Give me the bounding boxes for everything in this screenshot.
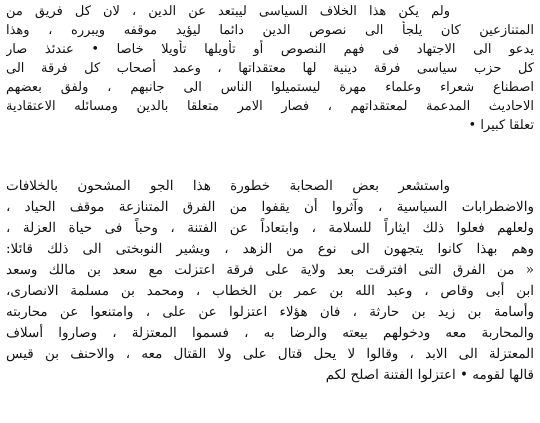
text-line: ولعلهم فعلوا ذلك ايثاراً للسلامة ، وابتعاداً عن الفتنة ، وحباً فى حياة العزلة ، (6, 220, 534, 236)
text-line: ولم يكن هذا الخلاف السياسى ليبتعد عن الدين ، لان كل فريق من (6, 4, 450, 19)
text-line: كل حزب سياسى فرقة دينية لها معتقداتها ، وعمد أصحاب كل فرقة الى (6, 61, 534, 76)
text-line: الاحاديث المدعمة لمعتقداتهم ، فصار الامر متعلقا بالدين ومسائله الاعتقادية (6, 99, 534, 114)
text-line: واستشعر بعض الصحابة خطورة هذا الجو المشحون بالخلافات (6, 178, 450, 194)
text-line: قالها لقومه • اعتزلوا الفتنة اصلح لكم (325, 367, 534, 383)
text-line: يدعو الى الاجتهاد فى فهم النصوص أو تأويلها تأويلا خاصا • عندئذ صار (6, 42, 534, 57)
text-line: اصطناع شعراء وعلماء مهرة ليستميلوا الناس الى جانبهم ، ولفق بعضهم (6, 80, 534, 95)
text-line: وأسامة بن زيد بن حارثة ، فان هؤلاء اعتزلوا عن على ، وامتنعوا عن محاربته (6, 304, 534, 320)
text-line: ابن أبى وقاص ، وعبد الله بن عمر بن الخطاب ، ومحمد بن مسلمة الانصارى، (6, 283, 534, 299)
text-line: المتنازعين كان يلجأ الى نصوص الدين دائما ليؤيد موقفه ويبرره ، وهذا (6, 23, 534, 38)
text-line: « من الفرق التى افترقت بعد ولاية على فرقة اعتزلت مع سعد بن مالك وسعد (6, 262, 534, 278)
paragraph-companions-neutrality (6, 176, 534, 386)
document-page (6, 0, 534, 423)
text-line: وهم بهذا كانوا يتجهون الى نوع من الزهد ، ويشير النوبختى الى ذلك قائلا: (6, 241, 534, 257)
text-line: تعلقا كبيرا • (468, 118, 534, 133)
text-line: والاضطرابات السياسية ، وآثروا أن يقفوا من الفرق المتنازعة موقف الحياد ، (6, 199, 534, 215)
paragraph-political-disagreement (6, 2, 534, 135)
text-line: المعتزلة الى الابد ، وقالوا لا يحل قتال على ولا القتال معه ، والاحنف بن قيس (6, 346, 534, 362)
text-line: والمحاربة معه ودخولهم بيعته والرضا به ، فسموا المعتزلة ، وصاروا أسلاف (6, 325, 534, 341)
